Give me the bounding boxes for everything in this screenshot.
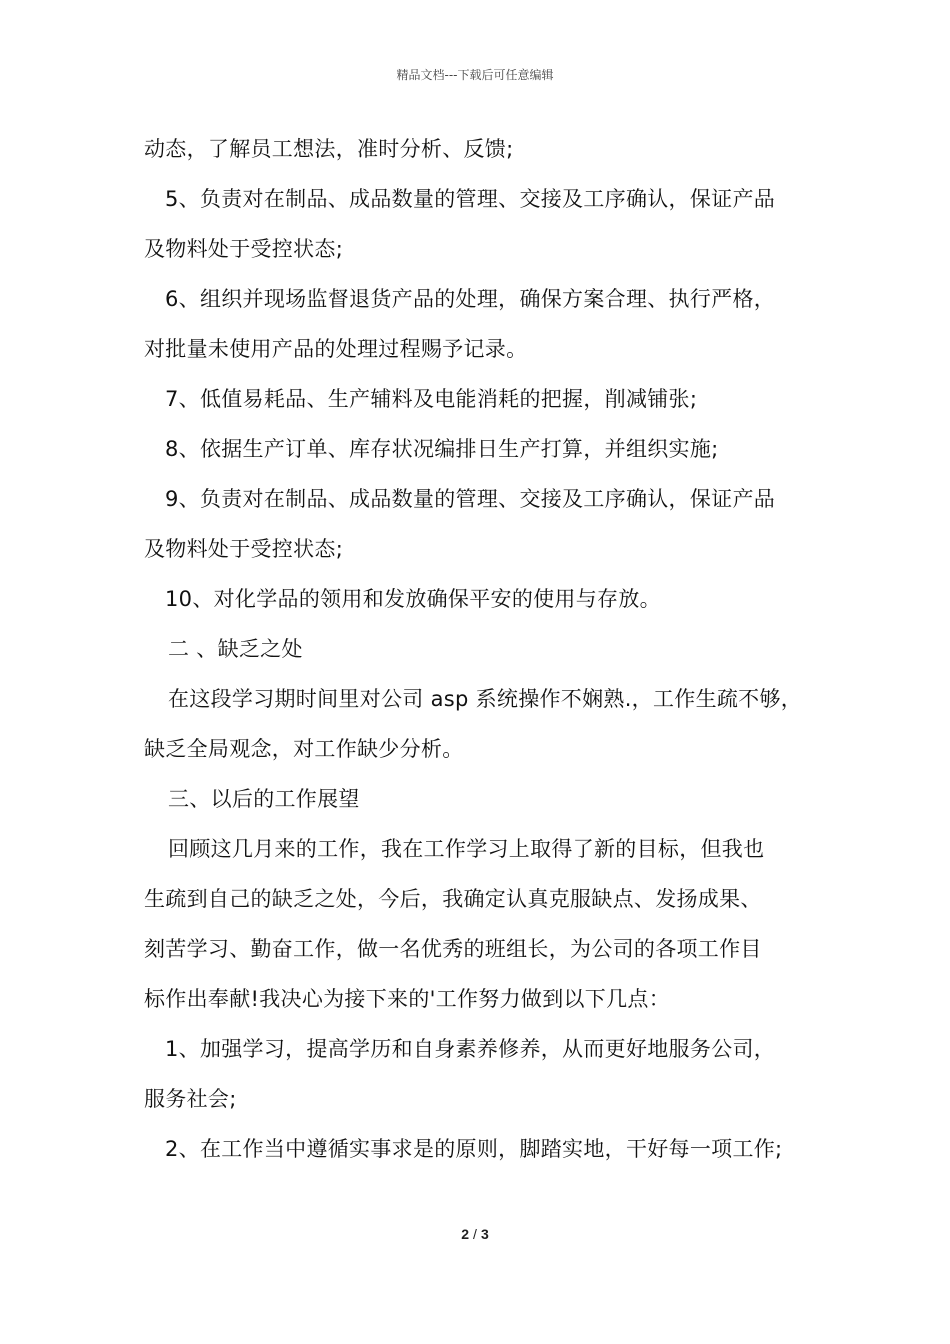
- paragraph-line: 对批量未使用产品的处理过程赐予记录。: [144, 337, 528, 361]
- paragraph-line: 动态，了解员工想法，准时分析、反馈;: [144, 137, 514, 161]
- page-number: [0, 1226, 950, 1242]
- total-pages: 3: [480, 1226, 489, 1242]
- paragraph-line: 缺乏全局观念，对工作缺少分析。: [144, 737, 464, 761]
- paragraph-line: 6、组织并现场监督退货产品的处理，确保方案合理、执行严格，: [165, 287, 776, 311]
- page-header: 精品文档---下载后可任意编辑: [396, 68, 554, 82]
- section-heading: 三、以后的工作展望: [168, 787, 360, 811]
- paragraph-line: 刻苦学习、勤奋工作，做一名优秀的班组长，为公司的各项工作目: [144, 937, 762, 961]
- paragraph-line: 7、低值易耗品、生产辅料及电能消耗的把握，削减铺张;: [165, 387, 698, 411]
- page-separator: /: [473, 1226, 477, 1242]
- paragraph-line: 在这段学习期时间里对公司 asp 系统操作不娴熟.，工作生疏不够，: [168, 687, 803, 711]
- paragraph-line: 10、对化学品的领用和发放确保平安的使用与存放。: [165, 587, 661, 611]
- paragraph-line: 5、负责对在制品、成品数量的管理、交接及工序确认，保证产品: [165, 187, 776, 211]
- paragraph-line: 及物料处于受控状态;: [144, 537, 344, 561]
- paragraph-line: 及物料处于受控状态;: [144, 237, 344, 261]
- paragraph-line: 服务社会;: [144, 1087, 237, 1111]
- paragraph-line: 回顾这几月来的工作，我在工作学习上取得了新的目标，但我也: [168, 837, 765, 861]
- paragraph-line: 2、在工作当中遵循实事求是的原则，脚踏实地，干好每一项工作;: [165, 1137, 783, 1161]
- document-body: [144, 124, 834, 1174]
- paragraph-line: 生疏到自己的缺乏之处，今后，我确定认真克服缺点、发扬成果、: [144, 887, 762, 911]
- paragraph-line: 1、加强学习，提高学历和自身素养修养，从而更好地服务公司，: [165, 1037, 776, 1061]
- section-heading: 二 、缺乏之处: [168, 637, 303, 661]
- current-page: 2: [461, 1226, 470, 1242]
- paragraph-line: 8、依据生产订单、库存状况编排日生产打算，并组织实施;: [165, 437, 719, 461]
- paragraph-line: 标作出奉献!我决心为接下来的'工作努力做到以下几点：: [144, 987, 670, 1011]
- paragraph-line: 9、负责对在制品、成品数量的管理、交接及工序确认，保证产品: [165, 487, 776, 511]
